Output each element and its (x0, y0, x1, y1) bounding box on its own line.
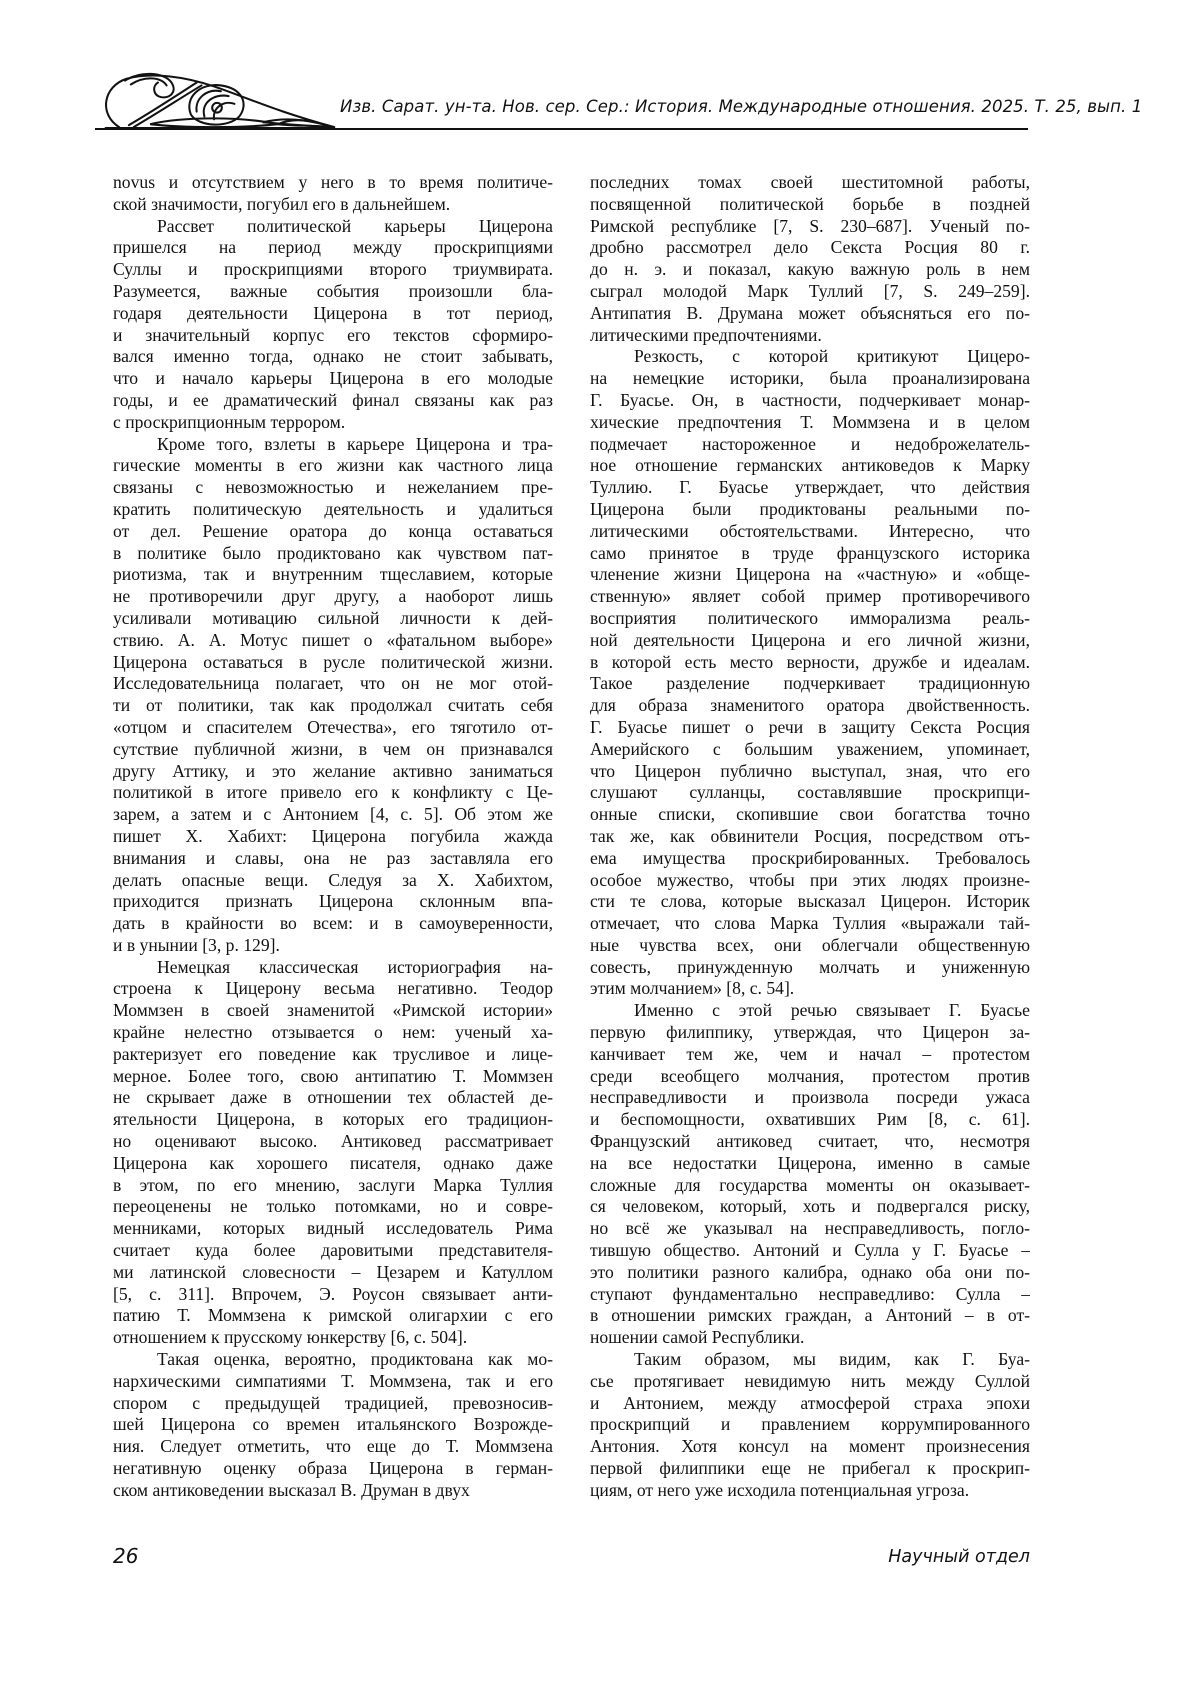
text-line: novus и отсутствием у него в то время политиче- (113, 172, 553, 192)
text-line: ском антиковедении высказал В. Друман в двух (113, 1479, 470, 1500)
text-line: Разумеется, важные события произошли бла- (113, 280, 553, 301)
header-rule (95, 128, 1028, 130)
text-line: Кроме того, взлеты в карьере Цицерона и тра- (157, 433, 553, 454)
text-line: само принятое в труде французского историка (590, 542, 1030, 563)
text-line: не скрывает даже в отношении тех областей де- (113, 1087, 553, 1108)
text-line: в которой есть место верности, дружбе и идеалам. (590, 651, 1030, 672)
page-number: 26 (113, 1544, 139, 1568)
text-line: в отношении римских граждан, а Антоний – в от- (590, 1305, 1030, 1326)
paragraph (590, 346, 1030, 1000)
text-line: подмечает настороженное и недоброжелатель- (590, 433, 1030, 454)
paragraph (590, 172, 1030, 346)
text-line: усиливали мотивацию сильной личности к дей- (113, 607, 553, 628)
text-line: ема имущества проскрибированных. Требовалось (590, 847, 1030, 868)
text-line: считает куда более даровитыми представителя- (113, 1240, 553, 1261)
text-line: Г. Буасье. Он, в частности, подчеркивает монар- (590, 389, 1030, 410)
text-line: последних томах своей шеститомной работы, (590, 172, 1030, 192)
text-line: вался именно тогда, однако не стоит забывать, (113, 346, 553, 367)
text-line: до н. э. и показал, какую важную роль в нем (590, 259, 1030, 280)
text-line: отмечает, что слова Марка Туллия «выражали тай- (590, 913, 1030, 934)
text-line: крайне нелестно отзывается о нем: ученый ха- (113, 1022, 553, 1043)
text-line: онные списки, скопившие свои богатства точно (590, 804, 1030, 825)
text-line: несправедливости и произвола посреди ужаса (590, 1087, 1030, 1108)
text-line: среди всеобщего молчания, протестом против (590, 1065, 1030, 1086)
text-line: Исследовательница полагает, что он не мог отой- (113, 673, 553, 694)
text-line: ся человеком, который, хоть и подвергался риску, (590, 1196, 1030, 1217)
paragraph (113, 434, 553, 957)
text-line: Такая оценка, вероятно, продиктована как мо- (157, 1349, 553, 1370)
text-line: что и начало карьеры Цицерона в его молодые (113, 368, 553, 389)
paragraph (113, 216, 553, 434)
text-column-left (113, 172, 553, 1502)
paragraph (590, 1349, 1030, 1502)
text-line: Такое разделение подчеркивает традиционную (590, 673, 1030, 694)
text-line: приходится признать Цицерона склонным впа- (113, 891, 553, 912)
text-line: Цицерона оставаться в русле политической жизни. (113, 651, 553, 672)
text-line: этим молчанием» [8, с. 54]. (590, 978, 795, 999)
text-line: кратить политическую деятельность и удалиться (113, 498, 553, 519)
text-line: патию Т. Моммзена к римской олигархии с его (113, 1305, 553, 1326)
text-line: хические предпочтения Т. Моммзена и в целом (590, 411, 1030, 432)
text-line: проскрипций и правлением коррумпированного (590, 1414, 1030, 1435)
text-line: негативную оценку образа Цицерона в герман- (113, 1458, 553, 1479)
text-line: ния. Следует отметить, что еще до Т. Моммзена (113, 1436, 553, 1457)
text-line: в политике было продиктовано как чувством пат- (113, 542, 553, 563)
text-line: Немецкая классическая историография на- (157, 956, 553, 977)
text-line: рактеризует его поведение как трусливое и лице- (113, 1043, 553, 1064)
text-line: литическими предпочтениями. (590, 324, 822, 345)
text-line: нархическими симпатиями Т. Моммзена, так и его (113, 1370, 553, 1391)
text-line: строена к Цицерону весьма негативно. Теодор (113, 978, 553, 999)
text-line: сутствие публичной жизни, в чем он признавался (113, 738, 553, 759)
text-line: сти те слова, которые высказал Цицерон. Историк (590, 891, 1030, 912)
text-line: так же, как обвинители Росция, посредством отъ- (590, 825, 1030, 846)
text-line: Резкость, с которой критикуют Цицеро- (634, 346, 1030, 367)
text-line: слушают сулланцы, составлявшие проскрипци- (590, 782, 1030, 803)
text-line: ской значимости, погубил его в дальнейшем. (113, 193, 451, 214)
text-line: Именно с этой речью связывает Г. Буасье (634, 1000, 1030, 1021)
text-line: и значительный корпус его текстов сформиро- (113, 324, 553, 345)
text-line: «отцом и спасителем Отечества», его тяготило от- (113, 716, 553, 737)
text-line: первой филиппики еще не прибегал к проскрип- (590, 1458, 1030, 1479)
text-line: тившую общество. Антоний и Сулла у Г. Буасье – (590, 1240, 1030, 1261)
text-line: дать в крайности во всем: и в самоуверенности, (113, 913, 553, 934)
text-line: пишет Х. Хабихт: Цицерона погубила жажда (113, 825, 553, 846)
text-line: мерное. Более того, свою антипатию Т. Моммзен (113, 1065, 553, 1086)
footer-section-label: Научный отдел (888, 1547, 1030, 1567)
text-line: риотизма, так и внутренним тщеславием, которые (113, 564, 553, 585)
text-line: гические моменты в его жизни как частного лица (113, 455, 553, 476)
text-line: ное отношение германских антиковедов к Марку (590, 455, 1030, 476)
text-line: годаря деятельности Цицерона в тот период, (113, 302, 553, 323)
journal-header-title: Изв. Сарат. ун-та. Нов. сер. Сер.: История. Международные отношения. 2025. Т. 25, вып. 1 (340, 97, 1143, 116)
text-line: на все недостатки Цицерона, именно в самые (590, 1152, 1030, 1173)
text-line: литическими обстоятельствами. Интересно, что (590, 520, 1030, 541)
text-line: Рассвет политической карьеры Цицерона (157, 215, 553, 236)
text-line: Антипатия В. Друмана может объясняться его по- (590, 302, 1030, 323)
text-line: ступают фундаментально несправедливо: Сулла – (590, 1283, 1030, 1304)
paragraph (113, 172, 553, 216)
text-line: на немецкие историки, была проанализирована (590, 368, 1030, 389)
text-line: первую филиппику, утверждая, что Цицерон за- (590, 1022, 1030, 1043)
text-line: в этом, по его мнению, заслуги Марка Туллия (113, 1174, 553, 1195)
text-line: восприятия политического имморализма реаль- (590, 607, 1030, 628)
text-line: совесть, принужденную молчать и униженную (590, 956, 1030, 977)
text-line: ственную» являет собой пример противоречивого (590, 586, 1030, 607)
text-line: Таким образом, мы видим, как Г. Буа- (634, 1349, 1030, 1370)
text-column-right (590, 172, 1030, 1502)
text-line: связаны с невозможностью и нежеланием пре- (113, 477, 553, 498)
text-line: но оценивают высоко. Антиковед рассматривает (113, 1131, 553, 1152)
text-line: сложные для государства моменты он оказывает- (590, 1174, 1030, 1195)
text-line: [5, с. 311]. Впрочем, Э. Роусон связывает анти- (113, 1283, 553, 1304)
text-line: канчивает тем же, чем и начал – протестом (590, 1043, 1030, 1064)
text-line: ношении самой Республики. (590, 1327, 805, 1348)
text-line: Америйского с большим уважением, упоминает, (590, 738, 1030, 759)
flourish-ornament-icon (93, 68, 341, 130)
text-line: делать опасные вещи. Следуя за Х. Хабихтом, (113, 869, 553, 890)
text-line: внимания и славы, она не раз заставляла его (113, 847, 553, 868)
text-line: Римской республике [7, S. 230–687]. Ученый по- (590, 215, 1030, 236)
text-line: и в унынии [3, p. 129]. (113, 934, 280, 955)
text-line: зарем, а затем и с Антонием [4, с. 5]. Об этом же (113, 804, 553, 825)
text-line: не противоречили друг другу, а наоборот лишь (113, 586, 553, 607)
text-line: пришелся на период между проскрипциями (113, 237, 553, 258)
text-line: годы, и ее драматический финал связаны как раз (113, 389, 553, 410)
text-line: Моммзен в своей знаменитой «Римской истории» (113, 1000, 553, 1021)
text-line: Антония. Хотя консул на момент произнесения (590, 1436, 1030, 1457)
text-line: сье протягивает невидимую нить между Суллой (590, 1370, 1030, 1391)
text-line: что Цицерон публично выступал, зная, что его (590, 760, 1030, 781)
text-line: менниками, которых видный исследователь Рима (113, 1218, 553, 1239)
text-line: Туллию. Г. Буасье утверждает, что действия (590, 477, 1030, 498)
text-line: Цицерона как хорошего писателя, однако даже (113, 1152, 553, 1173)
paragraph (113, 957, 553, 1349)
text-line: шей Цицерона со времен итальянского Возрожде- (113, 1414, 553, 1435)
text-line: Цицерона были продиктованы реальными по- (590, 498, 1030, 519)
text-line: ной деятельности Цицерона и его личной жизни, (590, 629, 1030, 650)
text-line: с проскрипционным террором. (113, 411, 346, 432)
text-line: Французский антиковед считает, что, несмотря (590, 1131, 1030, 1152)
text-line: это политики разного калибра, однако оба они по- (590, 1261, 1030, 1282)
text-line: и Антонием, между атмосферой страха эпохи (590, 1392, 1030, 1413)
text-line: другу Аттику, и это желание активно заниматься (113, 760, 553, 781)
text-line: для образа знаменитого оратора двойственность. (590, 695, 1030, 716)
text-line: членение жизни Цицерона на «частную» и «обще- (590, 564, 1030, 585)
text-line: сыграл молодой Марк Туллий [7, S. 249–259]. (590, 280, 1030, 301)
text-line: ми латинской словесности – Цезарем и Катуллом (113, 1261, 553, 1282)
text-line: Суллы и проскрипциями второго триумвирата. (113, 259, 553, 280)
text-line: переоценены не только потомками, но и совре- (113, 1196, 553, 1217)
text-line: Г. Буасье пишет о речи в защиту Секста Росция (590, 716, 1030, 737)
page-footer (113, 1544, 1030, 1574)
paragraph (113, 1349, 553, 1502)
text-line: отношением к прусскому юнкерству [6, с. 504]. (113, 1327, 468, 1348)
text-line: спором с предыдущей традицией, превозносив- (113, 1392, 553, 1413)
paragraph (590, 1000, 1030, 1349)
text-line: и беспомощности, охвативших Рим [8, с. 61]. (590, 1109, 1030, 1130)
text-line: циям, от него уже исходила потенциальная угроза. (590, 1479, 970, 1500)
text-line: посвященной политической борьбе в поздней (590, 193, 1030, 214)
text-line: ные чувства всех, они облегчали общественную (590, 934, 1030, 955)
text-line: ствию. А. А. Мотус пишет о «фатальном выборе» (113, 629, 553, 650)
text-line: особое мужество, чтобы при этих людях произне- (590, 869, 1030, 890)
text-line: дробно рассмотрел дело Секста Росция 80 г. (590, 237, 1030, 258)
text-line: ятельности Цицерона, в которых его традицион- (113, 1109, 553, 1130)
text-line: но всё же указывал на несправедливость, погло- (590, 1218, 1030, 1239)
text-line: от дел. Решение оратора до конца оставаться (113, 520, 553, 541)
text-line: ти от политики, так как продолжал считать себя (113, 695, 553, 716)
text-line: политикой в итоге привело его к конфликту с Це- (113, 782, 553, 803)
